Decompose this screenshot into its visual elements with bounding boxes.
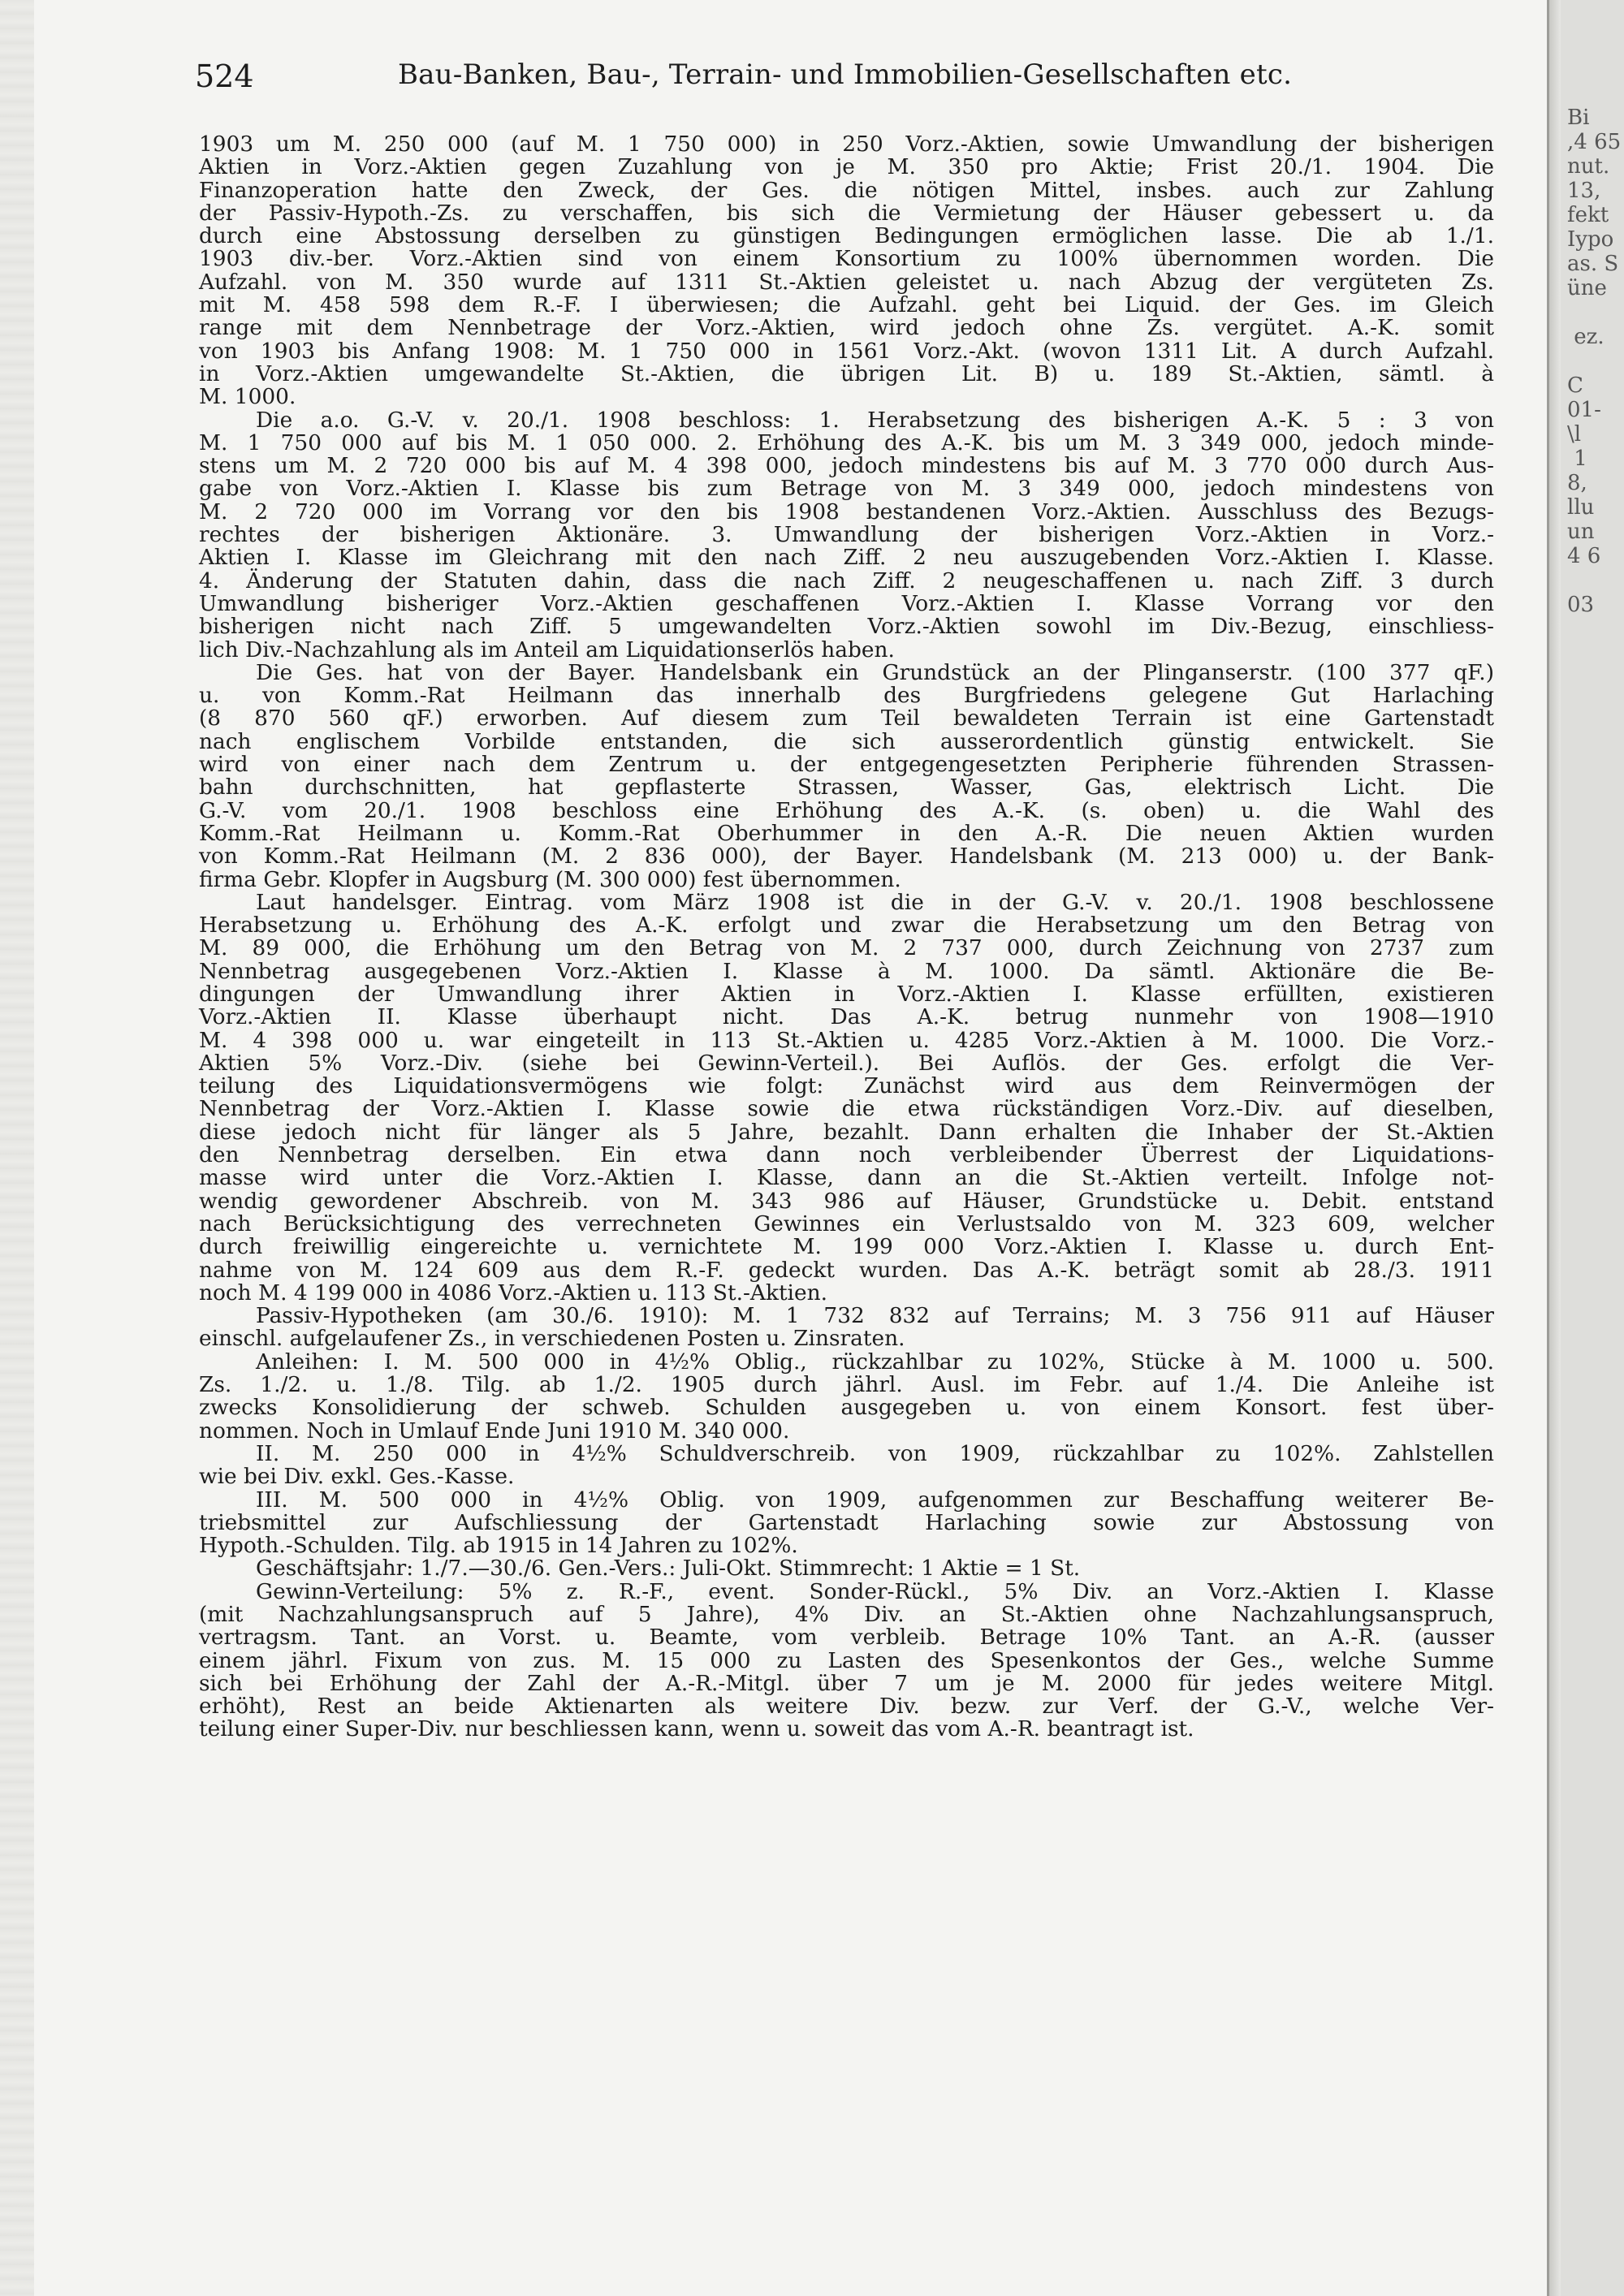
text-line: wie bei Div. exkl. Ges.-Kasse. <box>199 1464 515 1490</box>
paragraph-p4 <box>199 891 1494 1305</box>
paragraph-p5 <box>199 1305 1494 1351</box>
text-line: stens um M. 2 720 000 bis auf M. 4 398 000, jedoch mindestens bis auf M. 3 770 000 durch Aus- <box>199 453 1494 479</box>
running-title: Bau-Banken, Bau-, Terrain- und Immobilien-Gesellschaften etc. <box>398 58 1293 91</box>
text-line: wendig gewordener Abschreib. von M. 343 986 auf Häuser, Grundstücke u. Debit. entstand <box>199 1188 1494 1214</box>
text-line: Die Ges. hat von der Bayer. Handelsbank ein Grundstück an der Plinganserstr. (100 377 qF.) <box>256 659 1494 685</box>
text-line: (mit Nachzahlungsanspruch auf 5 Jahre), 4% Div. an St.-Aktien ohne Nachzahlungsanspruch, <box>199 1602 1494 1627</box>
text-line: nach englischem Vorbilde entstanden, die sich ausserordentlich günstig entwickelt. Sie <box>199 728 1494 754</box>
text-line: Aktien 5% Vorz.-Div. (siehe bei Gewinn-Verteil.). Bei Auflös. der Ges. erfolgt die Ver- <box>199 1050 1494 1076</box>
text-line: wird von einer nach dem Zentrum u. der entgegengesetzten Peripherie führenden Strassen- <box>199 752 1494 778</box>
text-line: einem jährl. Fixum von zus. M. 15 000 zu Lasten des Spesenkontos der Ges., welche Summe <box>199 1647 1494 1673</box>
text-line: M. 1000. <box>199 384 296 410</box>
text-line: III. M. 500 000 in 4½% Oblig. von 1909, aufgenommen zur Beschaffung weiterer Be- <box>256 1487 1494 1513</box>
text-line: nach Berücksichtigung des verrechneten Gewinnes ein Verlustsaldo von M. 323 609, welcher <box>199 1211 1494 1236</box>
text-line: Aktien I. Klasse im Gleichrang mit den nach Ziff. 2 neu auszugebenden Vorz.-Aktien I. Klasse. <box>199 545 1494 571</box>
text-line: Gewinn-Verteilung: 5% z. R.-F., event. Sonder-Rückl., 5% Div. an Vorz.-Aktien I. Klasse <box>256 1578 1494 1604</box>
text-line: teilung des Liquidationsvermögens wie folgt: Zunächst wird aus dem Reinvermögen der <box>199 1073 1494 1099</box>
text-line: der Passiv-Hypoth.-Zs. zu verschaffen, bis sich die Vermietung der Häuser gebessert u. da <box>199 200 1494 226</box>
text-line: lich Div.-Nachzahlung als im Anteil am Liquidationserlös haben. <box>199 637 895 662</box>
text-line: dingungen der Umwandlung ihrer Aktien in Vorz.-Aktien I. Klasse erfüllten, existieren <box>199 981 1494 1007</box>
text-line: von 1903 bis Anfang 1908: M. 1 750 000 in 1561 Vorz.-Akt. (wovon 1311 Lit. A durch Aufzahl. <box>199 338 1494 364</box>
text-line: teilung einer Super-Div. nur beschliessen kann, wenn u. soweit das vom A.-R. beantragt ist. <box>199 1716 1194 1742</box>
text-line: Nennbetrag ausgegebenen Vorz.-Aktien I. Klasse à M. 1000. Da sämtl. Aktionäre die Be- <box>199 958 1494 984</box>
text-line: Finanzoperation hatte den Zweck, der Ges. die nötigen Mittel, insbes. auch zur Zahlung <box>199 177 1494 203</box>
text-line: mit M. 458 598 dem R.-F. I überwiesen; die Aufzahl. geht bei Liquid. der Ges. im Gleich <box>199 292 1494 318</box>
text-line: Die a.o. G.-V. v. 20./1. 1908 beschloss: 1. Herabsetzung des bisherigen A.-K. 5 : 3 von <box>256 407 1494 433</box>
binding-gutter <box>0 0 34 2296</box>
text-line: triebsmittel zur Aufschliessung der Gartenstadt Harlaching sowie zur Abstossung von <box>199 1509 1494 1535</box>
paragraph-p8 <box>199 1489 1494 1558</box>
text-line: u. von Komm.-Rat Heilmann das innerhalb des Burgfriedens gelegene Gut Harlaching <box>199 683 1494 709</box>
text-line: Passiv-Hypotheken (am 30./6. 1910): M. 1 732 832 auf Terrains; M. 3 756 911 auf Häuser <box>256 1303 1494 1329</box>
page-header <box>195 58 1527 99</box>
text-line: den Nennbetrag derselben. Ein etwa dann noch verbleibender Überrest der Liquidations- <box>199 1142 1494 1168</box>
text-line: M. 2 720 000 im Vorrang vor den bis 1908 bestandenen Vorz.-Aktien. Ausschluss des Bezugs- <box>199 498 1494 524</box>
text-line: 1903 um M. 250 000 (auf M. 1 750 000) in 250 Vorz.-Aktien, sowie Umwandlung der bisherigen <box>199 132 1494 157</box>
text-line: Umwandlung bisheriger Vorz.-Aktien geschaffenen Vorz.-Aktien I. Klasse Vorrang vor den <box>199 590 1494 616</box>
text-line: M. 1 750 000 auf bis M. 1 050 000. 2. Erhöhung des A.-K. bis um M. 3 349 000, jedoch minde- <box>199 429 1494 455</box>
text-line: Geschäftsjahr: 1./7.—30./6. Gen.-Vers.: Juli-Okt. Stimmrecht: 1 Aktie = 1 St. <box>256 1556 1081 1582</box>
text-line: vertragsm. Tant. an Vorst. u. Beamte, vom verbleib. Betrage 10% Tant. an A.-R. (ausser <box>199 1625 1494 1651</box>
text-line: Aufzahl. von M. 350 wurde auf 1311 St.-Aktien geleistet u. nach Abzug der vergüteten Zs. <box>199 269 1494 295</box>
text-line: zwecks Konsolidierung der schweb. Schulden ausgegeben u. von einem Konsort. fest über- <box>199 1395 1494 1421</box>
body-text <box>199 133 1494 1741</box>
adjacent-page-text: Bi ,4 65 nut. 13, fekt Iypo as. S üne ez. C 01- \l 1 8, llu un 4 6 03 <box>1567 106 1622 617</box>
text-line: diese jedoch nicht für länger als 5 Jahre, bezahlt. Dann erhalten die Inhaber der St.-Aktien <box>199 1119 1494 1145</box>
text-line: M. 89 000, die Erhöhung um den Betrag von M. 2 737 000, durch Zeichnung von 2737 zum <box>199 935 1494 961</box>
text-line: nommen. Noch in Umlauf Ende Juni 1910 M. 340 000. <box>199 1418 790 1444</box>
text-line: Laut handelsger. Eintrag. vom März 1908 ist die in der G.-V. v. 20./1. 1908 beschlossene <box>256 889 1494 915</box>
text-line: M. 4 398 000 u. war eingeteilt in 113 St.-Aktien u. 4285 Vorz.-Aktien à M. 1000. Die Vorz.- <box>199 1027 1494 1053</box>
text-line: rechtes der bisherigen Aktionäre. 3. Umwandlung der bisherigen Vorz.-Aktien in Vorz.- <box>199 522 1494 548</box>
text-line: durch eine Abstossung derselben zu günstigen Bedingungen ermöglichen lasse. Die ab 1./1. <box>199 223 1494 249</box>
text-line: range mit dem Nennbetrage der Vorz.-Aktien, wird jedoch ohne Zs. vergütet. A.-K. somit <box>199 315 1494 341</box>
paragraph-p10 <box>199 1578 1494 1742</box>
text-line: Zs. 1./2. u. 1./8. Tilg. ab 1./2. 1905 durch jährl. Ausl. im Febr. auf 1./4. Die Anleihe ist <box>199 1372 1494 1398</box>
text-line: noch M. 4 199 000 in 4086 Vorz.-Aktien u. 113 St.-Aktien. <box>199 1280 827 1306</box>
text-line: firma Gebr. Klopfer in Augsburg (M. 300 000) fest übernommen. <box>199 866 901 892</box>
text-line: nahme von M. 124 609 aus dem R.-F. gedeckt wurden. Das A.-K. beträgt somit ab 28./3. 1911 <box>199 1257 1494 1283</box>
edge-shadow <box>1549 0 1561 2296</box>
text-line: 1903 div.-ber. Vorz.-Aktien sind von einem Konsortium zu 100% übernommen worden. Die <box>199 246 1494 272</box>
paragraph-p6 <box>199 1351 1494 1443</box>
page-number: 524 <box>195 58 254 94</box>
text-line: Vorz.-Aktien II. Klasse überhaupt nicht. Das A.-K. betrug nunmehr von 1908—1910 <box>199 1004 1494 1030</box>
text-line: einschl. aufgelaufener Zs., in verschiedenen Posten u. Zinsraten. <box>199 1326 905 1352</box>
adjacent-page-edge <box>1547 0 1624 2296</box>
text-line: Komm.-Rat Heilmann u. Komm.-Rat Oberhummer in den A.-R. Die neuen Aktien wurden <box>199 820 1494 846</box>
text-line: Anleihen: I. M. 500 000 in 4½% Oblig., rückzahlbar zu 102%, Stücke à M. 1000 u. 500. <box>256 1349 1494 1375</box>
text-line: durch freiwillig eingereichte u. vernichtete M. 199 000 Vorz.-Aktien I. Klasse u. durch Ent- <box>199 1234 1494 1260</box>
text-line: masse wird unter die Vorz.-Aktien I. Klasse, dann an die St.-Aktien verteilt. Infolge not- <box>199 1165 1494 1191</box>
text-line: Herabsetzung u. Erhöhung des A.-K. erfolgt und zwar die Herabsetzung um den Betrag von <box>199 913 1494 939</box>
text-line: erhöht), Rest an beide Aktienarten als weitere Div. bezw. zur Verf. der G.-V., welche Ver- <box>199 1694 1494 1720</box>
text-line: II. M. 250 000 in 4½% Schuldverschreib. von 1909, rückzahlbar zu 102%. Zahlstellen <box>256 1440 1494 1466</box>
text-line: sich bei Erhöhung der Zahl der A.-R.-Mitgl. über 7 um je M. 2000 für jedes weitere Mitgl. <box>199 1670 1494 1696</box>
text-line: G.-V. vom 20./1. 1908 beschloss eine Erhöhung des A.-K. (s. oben) u. die Wahl des <box>199 797 1494 823</box>
paragraph-p9 <box>199 1557 1494 1580</box>
text-line: gabe von Vorz.-Aktien I. Klasse bis zum Betrage von M. 3 349 000, jedoch mindestens von <box>199 476 1494 502</box>
text-line: Nennbetrag der Vorz.-Aktien I. Klasse sowie die etwa rückständigen Vorz.-Div. auf dieselben, <box>199 1096 1494 1122</box>
text-line: bisherigen nicht nach Ziff. 5 umgewandelten Vorz.-Aktien sowohl im Div.-Bezug, einschliess- <box>199 614 1494 640</box>
paragraph-p7 <box>199 1440 1494 1490</box>
text-line: in Vorz.-Aktien umgewandelte St.-Aktien, die übrigen Lit. B) u. 189 St.-Aktien, sämtl. à <box>199 360 1494 386</box>
text-line: von Komm.-Rat Heilmann (M. 2 836 000), der Bayer. Handelsbank (M. 213 000) u. der Bank- <box>199 844 1494 870</box>
text-line: bahn durchschnitten, hat gepflasterte Strassen, Wasser, Gas, elektrisch Licht. Die <box>199 775 1494 801</box>
text-line: Aktien in Vorz.-Aktien gegen Zuzahlung von je M. 350 pro Aktie; Frist 20./1. 1904. Die <box>199 154 1494 180</box>
paragraph-p2 <box>199 409 1494 662</box>
text-line: (8 870 560 qF.) erworben. Auf diesem zum Teil bewaldeten Terrain ist eine Gartenstadt <box>199 706 1494 732</box>
text-line: 4. Änderung der Statuten dahin, dass die nach Ziff. 2 neugeschaffenen u. nach Ziff. 3 durch <box>199 568 1494 593</box>
paragraph-p1 <box>199 133 1494 409</box>
paragraph-p3 <box>199 659 1494 892</box>
text-line: Hypoth.-Schulden. Tilg. ab 1915 in 14 Jahren zu 102%. <box>199 1533 798 1559</box>
